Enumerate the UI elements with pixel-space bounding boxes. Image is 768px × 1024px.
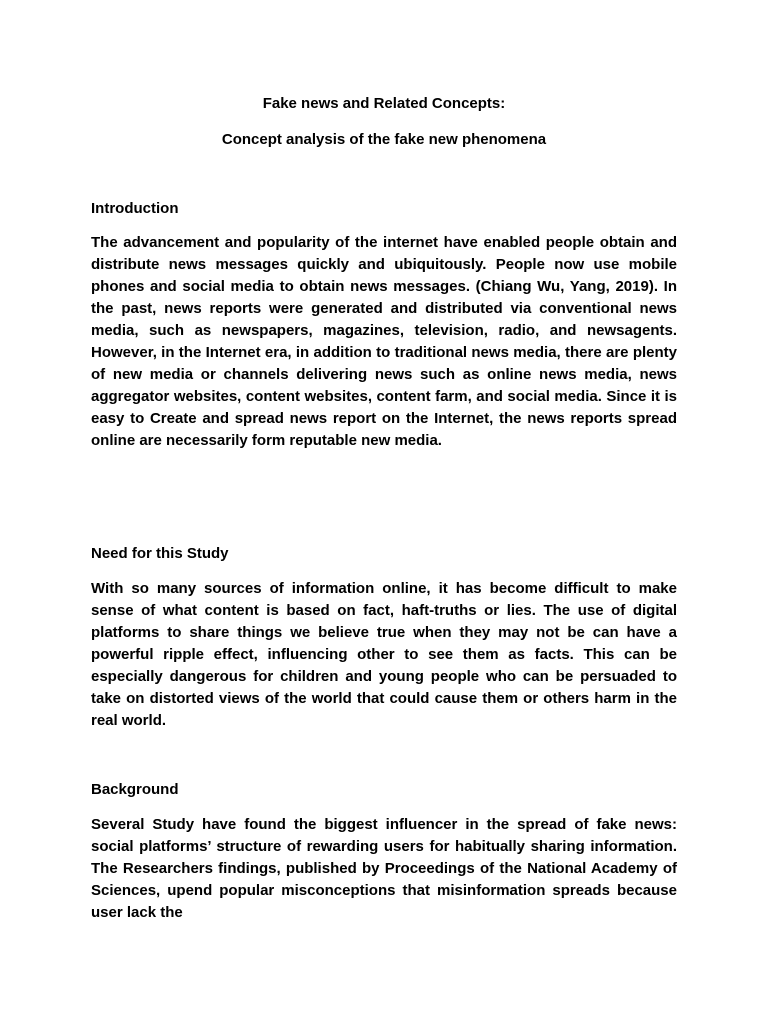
section-body-background: Several Study have found the biggest influencer in the spread of fake news: social platforms’ structure of rewarding users for habitually sharing information. The Researchers findings, published by Proceedings of the National Academy of Sciences, upend popular misconceptions that misinformation spreads because user lack the — [91, 816, 677, 921]
section-heading-introduction: Introduction — [91, 200, 179, 217]
section-body-need-for-study: With so many sources of information online, it has become difficult to make sense of what content is based on fact, haft-truths or lies. The use of digital platforms to share things we believe true when they may not be can have a powerful ripple effect, influencing other to see them as facts. This can be especially dangerous for children and young people who can be persuaded to take on distorted views of the world that could cause them or others harm in the real world. — [91, 580, 677, 729]
section-body-introduction: The advancement and popularity of the internet have enabled people obtain and distribute news messages quickly and ubiquitously. People now use mobile phones and social media to obtain news messages. (Chiang Wu, Yang, 2019). In the past, news reports were generated and distributed via conventional news media, such as newspapers, magazines, television, radio, and newsagents. However, in the Internet era, in addition to traditional news media, there are plenty of new media or channels delivering news such as online news media, news aggregator websites, content websites, content farm, and social media. Since it is easy to Create and spread news report on the Internet, the news reports spread online are necessarily form reputable new media. — [91, 234, 677, 449]
document-subtitle: Concept analysis of the fake new phenomena — [221, 131, 547, 148]
document-title: Fake news and Related Concepts: — [262, 95, 506, 112]
section-heading-background: Background — [91, 781, 179, 798]
section-heading-need-for-study: Need for this Study — [91, 545, 229, 562]
